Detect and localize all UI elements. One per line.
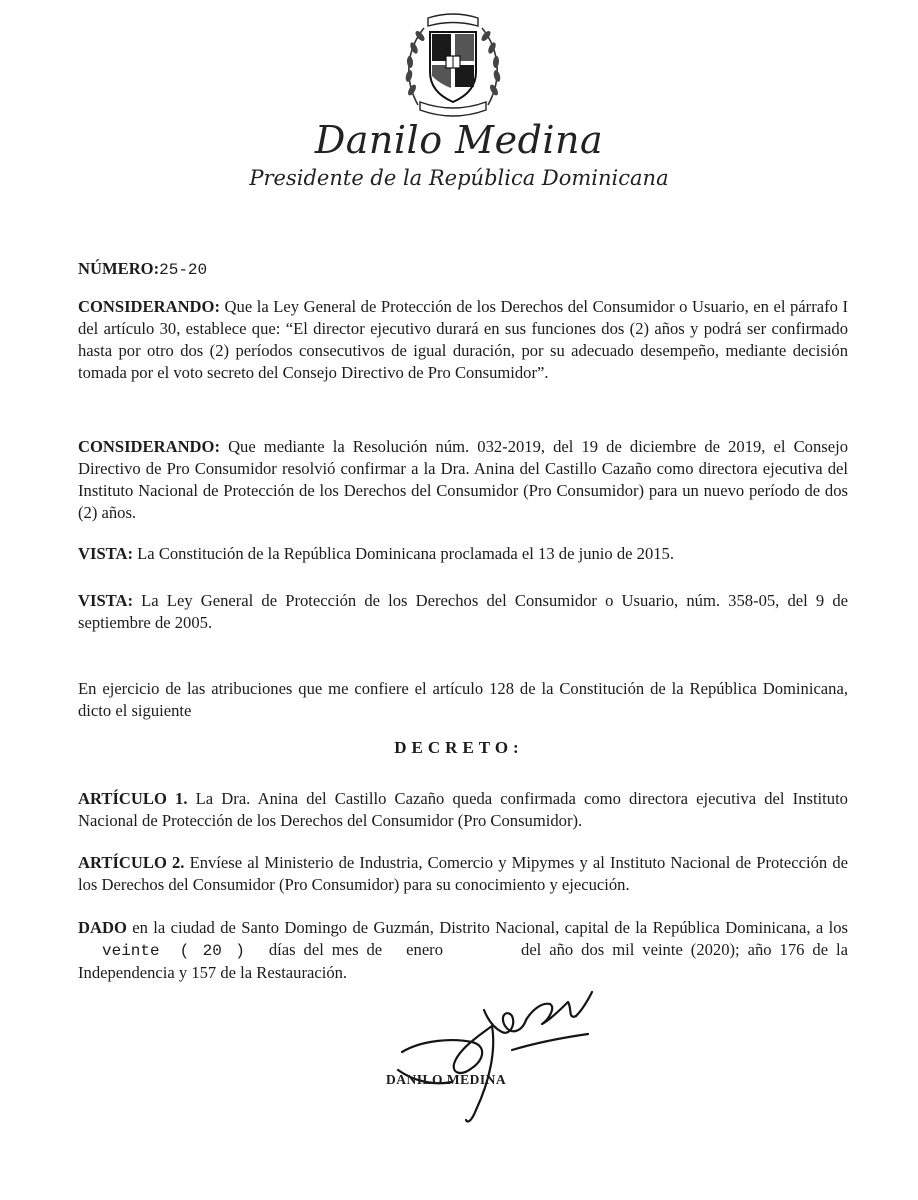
dado-text-1: en la ciudad de Santo Domingo de Guzmán, Distrito Nacional, capital de la República Dominicana, a los [126, 918, 848, 937]
handwritten-signature-icon [392, 980, 612, 1130]
articulo-label: ARTÍCULO 1. [78, 789, 188, 808]
header-president-title: Presidente de la República Dominicana [249, 166, 669, 190]
considerando-text: Que la Ley General de Protección de los Derechos del Consumidor o Usuario, en el párrafo I del artículo 30, establece que: “El director ejecutivo durará en sus funciones dos (2) años y podrá ser confirmado hasta por otro dos (2) períodos consecutivos de igual duración, por su adecuado desempeño, mediante decisión tomada por el voto secreto del Consejo Directivo de Pro Consumidor”. [78, 297, 848, 382]
decree-number [78, 258, 848, 281]
vista-label: VISTA: [78, 544, 134, 563]
considerando-label: CONSIDERANDO: [78, 297, 220, 316]
vista-paragraph-2 [78, 590, 848, 634]
articulo-text: La Dra. Anina del Castillo Cazaño queda confirmada como directora ejecutiva del Instituto Nacional de Protección de los Derechos del Consumidor (Pro Consumidor). [78, 789, 848, 830]
signature-name: DANILO MEDINA [386, 1072, 507, 1087]
considerando-label: CONSIDERANDO: [78, 437, 220, 456]
vista-text: La Constitución de la República Dominicana proclamada el 13 de junio de 2015. [133, 544, 675, 563]
dado-label: DADO [78, 918, 127, 937]
vista-paragraph-1 [78, 543, 848, 565]
decreto-heading: DECRETO: [394, 738, 524, 757]
articulo-text: Envíese al Ministerio de Industria, Comercio y Mipymes y al Instituto Nacional de Protección de los Derechos del Consumidor (Pro Consumidor) para su conocimiento y ejecución. [78, 853, 848, 894]
ejercicio-paragraph: En ejercicio de las atribuciones que me confiere el artículo 128 de la Constitución de la República Dominicana, dicto el siguiente [78, 679, 848, 720]
considerando-text: Que mediante la Resolución núm. 032-2019, del 19 de diciembre de 2019, el Consejo Directivo de Pro Consumidor resolvió confirmar a la Dra. Anina del Castillo Cazaño como directora ejecutiva del Instituto Nacional de Protección de los Derechos del Consumidor (Pro Consumidor) para un nuevo período de dos (2) años. [78, 437, 848, 522]
coat-of-arms-icon [398, 10, 508, 122]
dado-month: enero [406, 940, 444, 959]
articulo-2 [78, 852, 848, 896]
considerando-paragraph-1 [78, 296, 848, 384]
header-president-name: Danilo Medina [314, 118, 604, 162]
articulo-label: ARTÍCULO 2. [78, 853, 185, 872]
vista-text: La Ley General de Protección de los Derechos del Consumidor o Usuario, núm. 358-05, del 9 de septiembre de 2005. [78, 591, 848, 632]
considerando-paragraph-2 [78, 436, 848, 524]
articulo-1 [78, 788, 848, 832]
decree-number-value: 25-20 [159, 261, 208, 279]
decree-number-label: NÚMERO: [78, 259, 160, 278]
dado-text-3: del año dos mil veinte (2020); año 176 de la Independencia y 157 de la Restauración. [78, 940, 848, 982]
dado-day-number: ( 20 ) [179, 942, 245, 960]
dado-text-2: días del mes de [268, 940, 383, 959]
vista-label: VISTA: [78, 591, 134, 610]
dado-paragraph [78, 917, 848, 984]
dado-day-word: veinte [102, 942, 160, 960]
